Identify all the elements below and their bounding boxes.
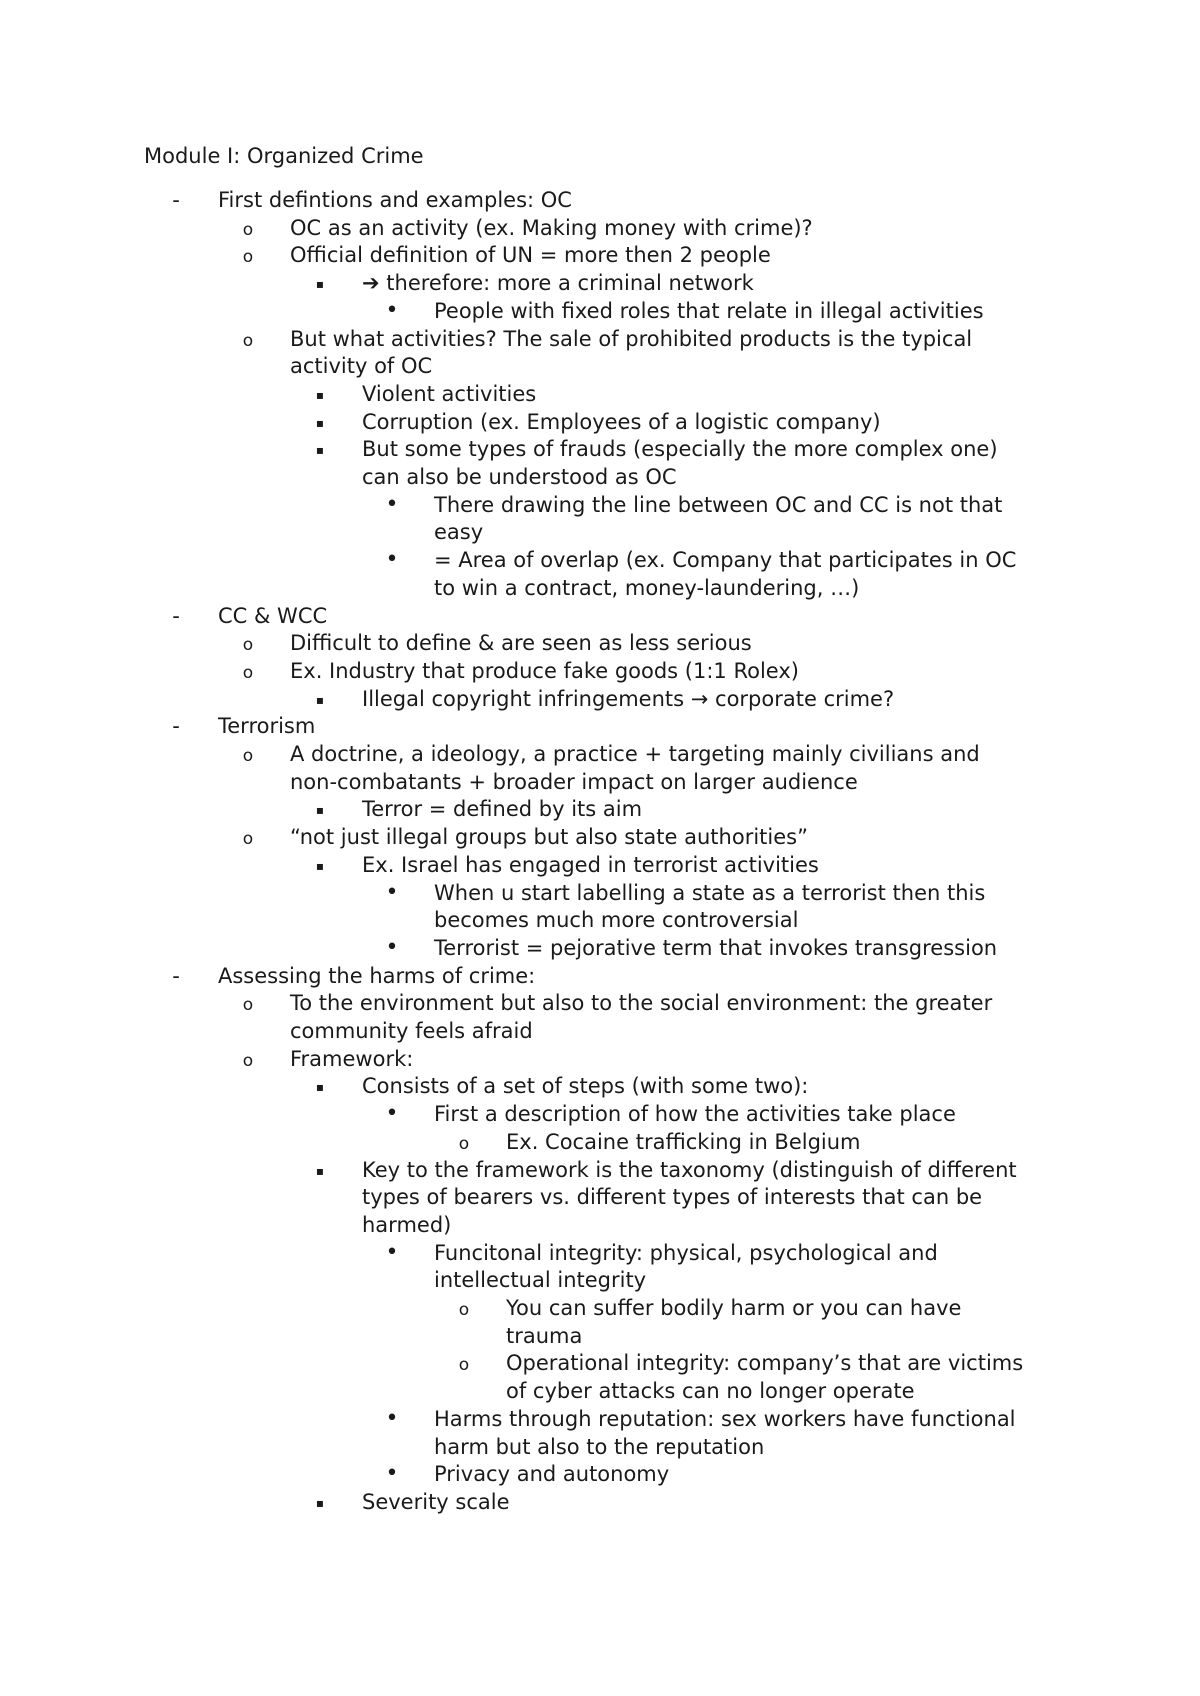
list-item-text: Key to the framework is the taxonomy (distinguish of different — [362, 1157, 1017, 1182]
list-item-text: = Area of overlap (ex. Company that participates in OC — [434, 548, 1017, 573]
square-bullet-icon: ▪ — [315, 277, 325, 292]
square-bullet-icon: ▪ — [315, 415, 325, 430]
list-item-text: Consists of a set of steps (with some two): — [362, 1074, 809, 1099]
dot-bullet-icon: • — [385, 934, 399, 960]
list-item — [0, 629, 1200, 657]
list-item-text: intellectual integrity — [434, 1268, 647, 1293]
dash-bullet-icon: - — [172, 188, 180, 212]
list-item-text: First a description of how the activities take place — [434, 1102, 956, 1127]
list-item-text: There drawing the line between OC and CC is not that — [434, 492, 1003, 517]
dot-bullet-icon: • — [385, 1405, 399, 1431]
circle-bullet-icon: o — [242, 829, 254, 850]
list-item — [0, 269, 1200, 297]
list-item — [0, 408, 1200, 436]
dot-bullet-icon: • — [385, 1461, 399, 1487]
list-item-text: easy — [434, 520, 484, 545]
dot-bullet-icon: • — [385, 879, 399, 905]
list-item-text: activity of OC — [290, 354, 433, 379]
list-item — [0, 768, 1200, 796]
list-item — [0, 1294, 1200, 1322]
list-item — [0, 1156, 1200, 1184]
list-item-text: ➔ therefore: more a criminal network — [362, 271, 754, 296]
list-item-text: CC & WCC — [218, 603, 328, 628]
list-item-text: “not just illegal groups but also state authorities” — [290, 825, 808, 850]
list-item — [0, 518, 1200, 546]
list-item — [0, 1072, 1200, 1100]
list-item-text: Terrorism — [218, 714, 316, 739]
dash-bullet-icon: - — [172, 714, 180, 739]
square-bullet-icon: ▪ — [315, 1163, 325, 1178]
list-item — [0, 851, 1200, 879]
list-item — [0, 795, 1200, 823]
circle-bullet-icon: o — [242, 219, 254, 240]
list-item — [0, 906, 1200, 934]
list-item-text: But what activities? The sale of prohibited products is the typical — [290, 326, 973, 351]
list-item-text: Ex. Israel has engaged in terrorist activities — [362, 852, 819, 877]
list-item — [0, 325, 1200, 353]
list-item — [0, 1460, 1200, 1488]
list-item — [0, 685, 1200, 713]
list-item — [0, 214, 1200, 242]
list-item-text: A doctrine, a ideology, a practice + targeting mainly civilians and — [290, 742, 980, 766]
circle-bullet-icon: o — [458, 1133, 470, 1154]
list-item — [0, 1322, 1200, 1350]
circle-bullet-icon: o — [242, 635, 254, 656]
list-item — [0, 1377, 1200, 1405]
list-item-text: harmed) — [362, 1212, 452, 1237]
dot-bullet-icon: • — [385, 1101, 399, 1127]
list-item-text: First defintions and examples: OC — [218, 188, 572, 212]
list-item — [0, 463, 1200, 491]
list-item-text: Ex. Cocaine trafficking in Belgium — [506, 1129, 861, 1154]
list-item — [0, 574, 1200, 602]
list-item-text: Terror = defined by its aim — [362, 797, 643, 822]
square-bullet-icon: ▪ — [315, 858, 325, 873]
list-item — [0, 1183, 1200, 1211]
page-title: Module I: Organized Crime — [144, 144, 424, 168]
dash-bullet-icon: - — [172, 963, 180, 988]
list-item — [0, 1433, 1200, 1461]
list-item — [0, 602, 1200, 630]
list-item-text: When u start labelling a state as a terrorist then this — [434, 880, 986, 905]
list-item-text: Terrorist = pejorative term that invokes transgression — [434, 935, 998, 960]
list-item-text: People with fixed roles that relate in illegal activities — [434, 298, 984, 323]
dot-bullet-icon: • — [385, 297, 399, 323]
list-item — [0, 740, 1200, 768]
list-item-text: trauma — [506, 1323, 583, 1348]
list-item-text: Official definition of UN = more then 2 people — [290, 243, 771, 268]
list-item-text: Assessing the harms of crime: — [218, 963, 536, 988]
list-item-text: Violent activities — [362, 381, 537, 406]
list-item-text: Difficult to define & are seen as less serious — [290, 631, 752, 656]
list-item-text: Ex. Industry that produce fake goods (1:1 Rolex) — [290, 658, 799, 683]
list-item-text: Funcitonal integrity: physical, psychological and — [434, 1240, 938, 1265]
square-bullet-icon: ▪ — [315, 692, 325, 707]
list-item-text: harm but also to the reputation — [434, 1434, 765, 1459]
list-item-text: Harms through reputation: sex workers have functional — [434, 1406, 1016, 1431]
list-item-text: OC as an activity (ex. Making money with crime)? — [290, 215, 813, 240]
list-item-text: becomes much more controversial — [434, 908, 799, 933]
square-bullet-icon: ▪ — [315, 387, 325, 402]
list-item-text: types of bearers vs. different types of interests that can be — [362, 1185, 983, 1210]
list-item — [0, 879, 1200, 907]
list-item — [0, 1017, 1200, 1045]
list-item — [0, 1488, 1200, 1516]
list-item — [0, 491, 1200, 519]
list-item-text: Privacy and autonomy — [434, 1462, 670, 1487]
list-item — [0, 380, 1200, 408]
circle-bullet-icon: o — [242, 1050, 254, 1071]
list-item-text: Framework: — [290, 1046, 414, 1071]
list-item-text: to win a contract, money-laundering, …) — [434, 575, 860, 600]
list-item-text: Illegal copyright infringements → corporate crime? — [362, 686, 895, 711]
list-item — [0, 989, 1200, 1017]
list-item — [0, 823, 1200, 851]
circle-bullet-icon: o — [242, 247, 254, 268]
list-item — [0, 1239, 1200, 1267]
list-item — [0, 1211, 1200, 1239]
list-item-text: non-combatants + broader impact on larger audience — [290, 769, 858, 794]
list-item — [0, 546, 1200, 574]
list-item — [0, 1045, 1200, 1073]
circle-bullet-icon: o — [242, 662, 254, 683]
circle-bullet-icon: o — [458, 1300, 470, 1320]
dot-bullet-icon: • — [385, 1239, 399, 1265]
circle-bullet-icon: o — [242, 746, 254, 766]
list-item — [0, 435, 1200, 463]
dash-bullet-icon: - — [172, 603, 180, 628]
square-bullet-icon: ▪ — [315, 1080, 325, 1095]
list-item — [0, 934, 1200, 962]
list-item-text: community feels afraid — [290, 1019, 533, 1043]
list-item — [0, 657, 1200, 685]
square-bullet-icon: ▪ — [315, 803, 325, 818]
list-item-text: Corruption (ex. Employees of a logistic company) — [362, 409, 881, 434]
list-item — [0, 1100, 1200, 1128]
circle-bullet-icon: o — [242, 330, 254, 351]
list-item — [0, 1405, 1200, 1433]
list-item-text: Severity scale — [362, 1489, 510, 1514]
list-item — [0, 1266, 1200, 1294]
square-bullet-icon: ▪ — [315, 1495, 325, 1510]
dot-bullet-icon: • — [385, 547, 399, 573]
list-item-text: Operational integrity: company’s that are victims — [506, 1351, 1024, 1376]
list-item — [0, 1128, 1200, 1156]
list-item-text: You can suffer bodily harm or you can have — [506, 1296, 962, 1320]
list-item-text: To the environment but also to the social environment: the greater — [290, 991, 993, 1016]
circle-bullet-icon: o — [458, 1355, 470, 1376]
list-item — [0, 241, 1200, 269]
list-item — [0, 1349, 1200, 1377]
list-item-text: can also be understood as OC — [362, 465, 677, 489]
list-item — [0, 712, 1200, 740]
list-item — [0, 962, 1200, 990]
list-item — [0, 297, 1200, 325]
square-bullet-icon: ▪ — [315, 443, 325, 458]
list-item-text: But some types of frauds (especially the more complex one) — [362, 437, 998, 462]
dot-bullet-icon: • — [385, 491, 399, 517]
list-item-text: of cyber attacks can no longer operate — [506, 1379, 915, 1404]
list-item — [0, 352, 1200, 380]
circle-bullet-icon: o — [242, 995, 254, 1016]
list-item — [0, 186, 1200, 214]
